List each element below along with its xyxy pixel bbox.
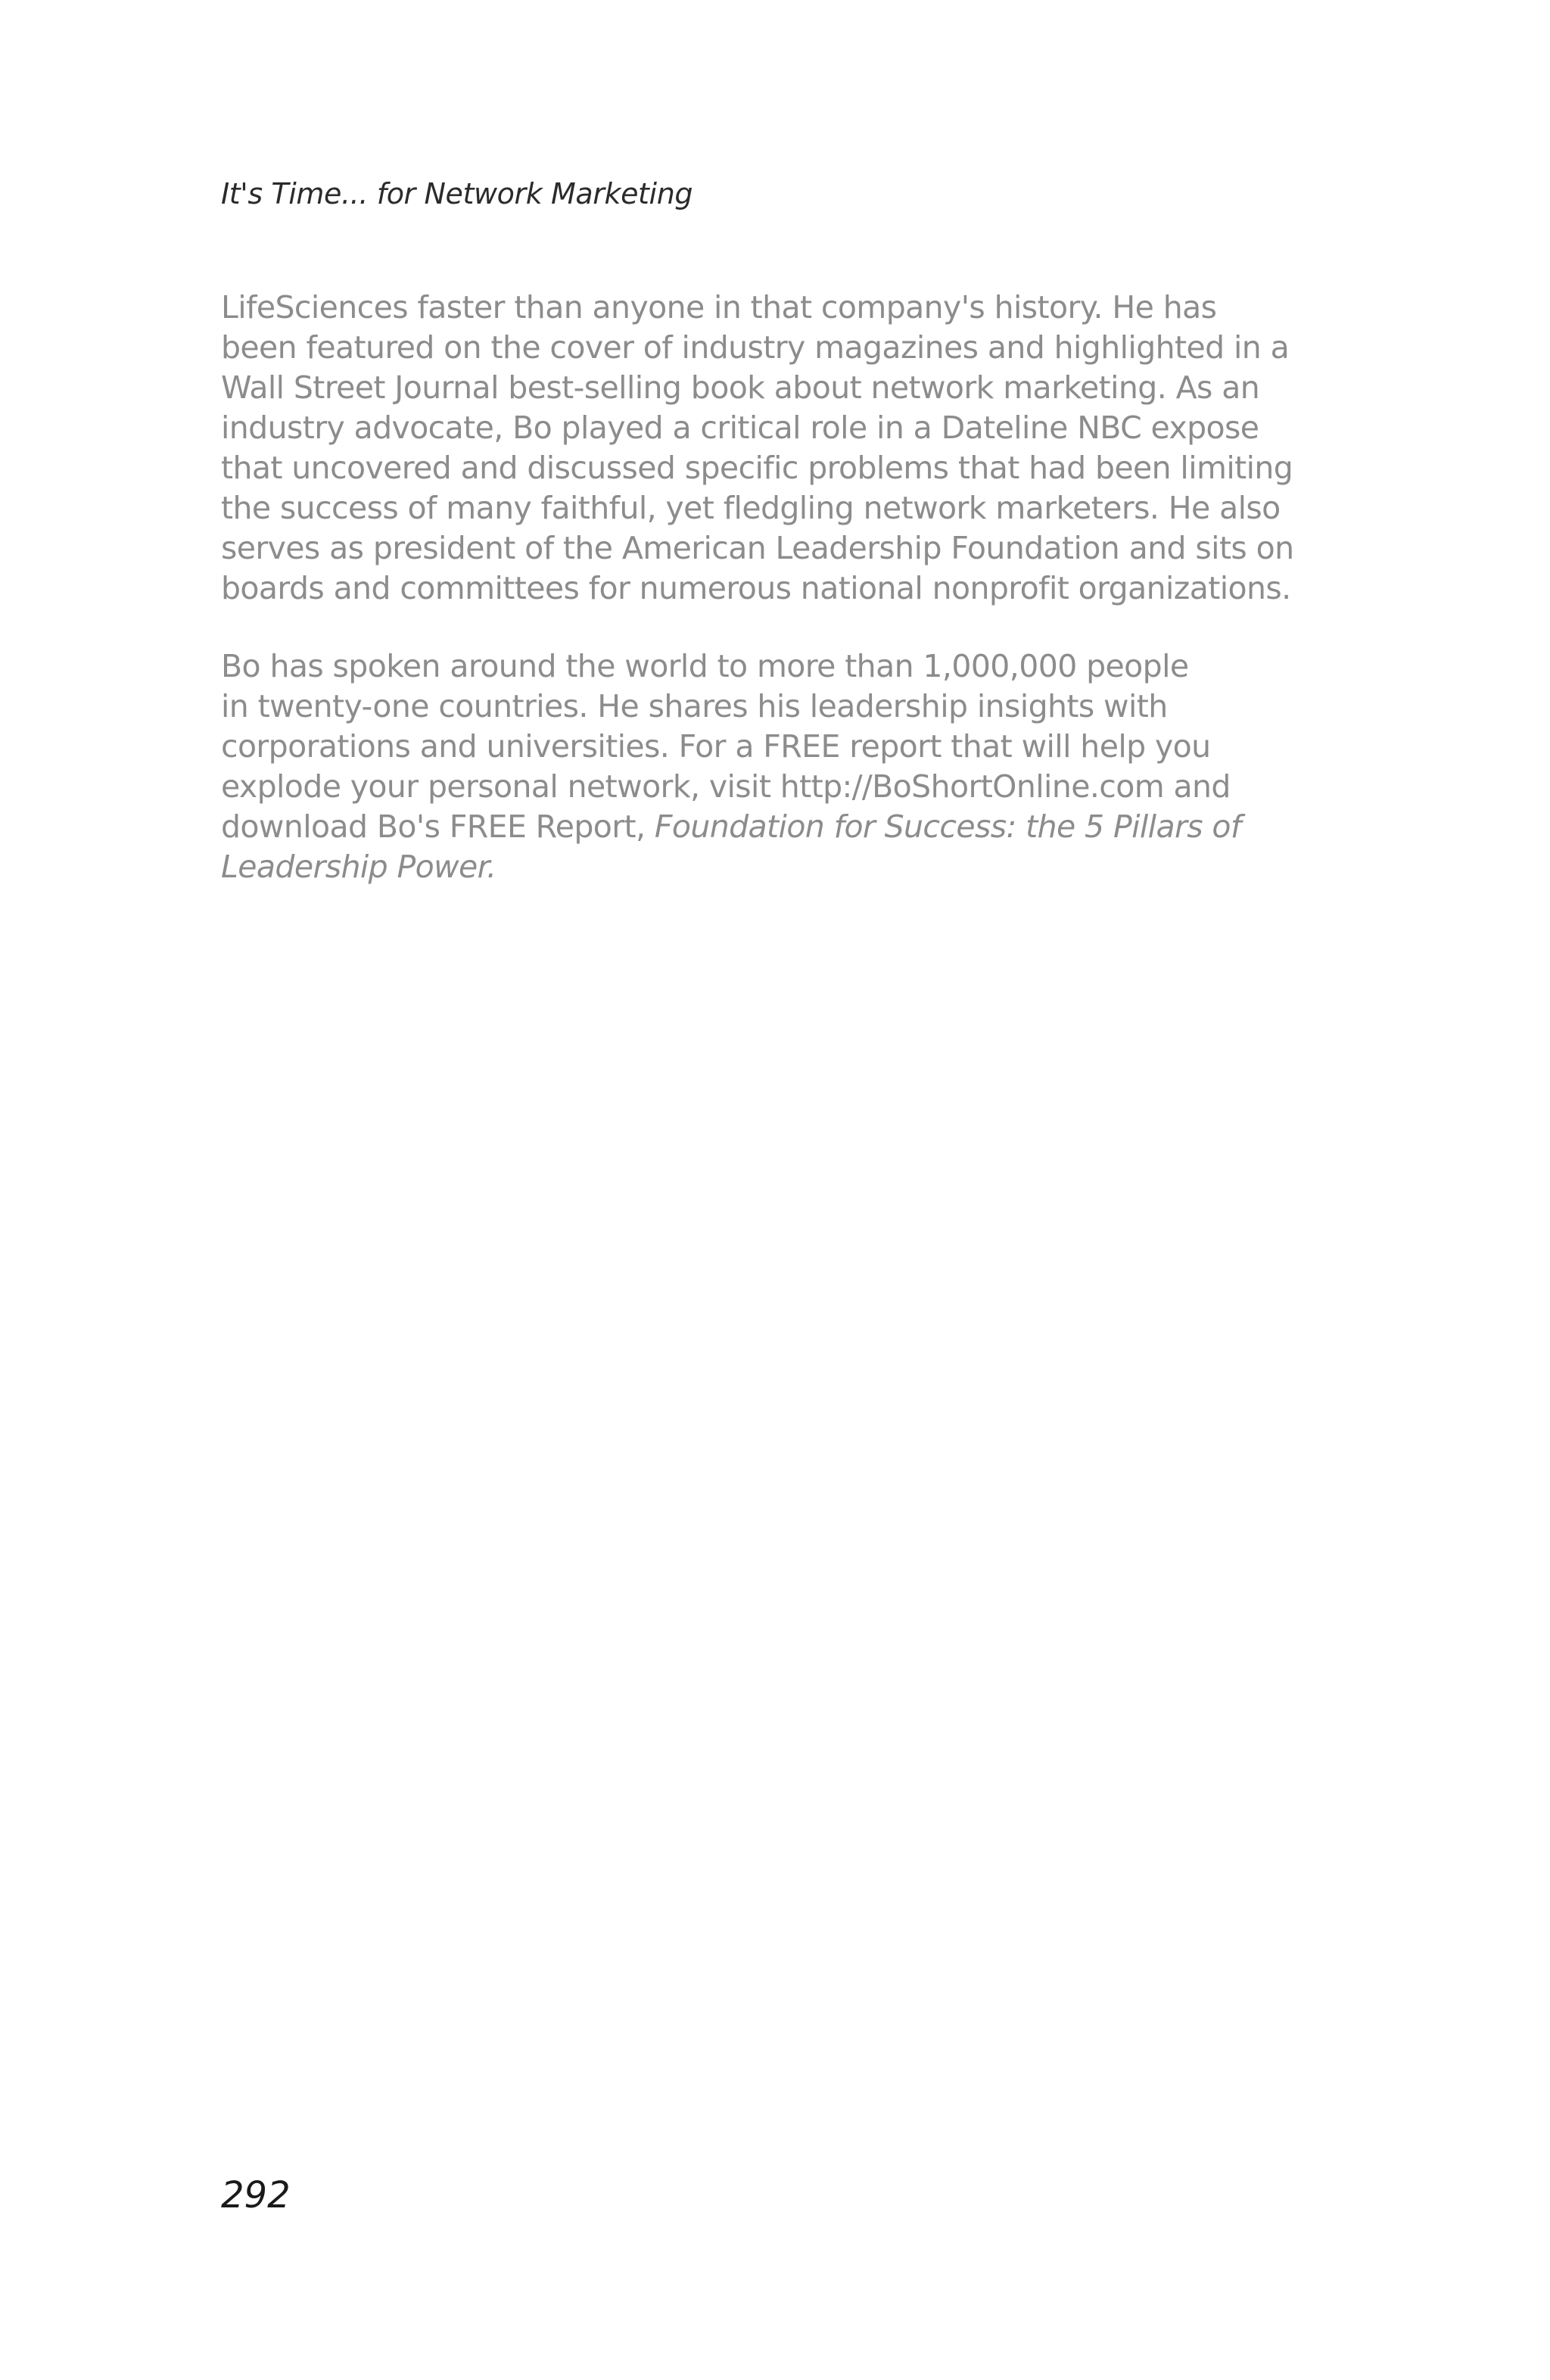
text-line: industry advocate, Bo played a critical role in a Dateline NBC expose: [221, 410, 1259, 446]
page-number: 292: [221, 2174, 291, 2216]
text-line: been featured on the cover of industry magazines and highlighted in a: [221, 329, 1290, 366]
text-line: that uncovered and discussed specific problems that had been limiting: [221, 450, 1293, 486]
paragraph-bio-2: [221, 646, 1341, 887]
text-line: Bo has spoken around the world to more than 1,000,000 people: [221, 648, 1189, 684]
text-line: boards and committees for numerous national nonprofit organizations.: [221, 570, 1291, 606]
text-line-prefix: download Bo's FREE Report,: [221, 808, 655, 845]
report-title-part1: Foundation for Success: the 5 Pillars of: [654, 808, 1241, 845]
text-line: the success of many faithful, yet fledgling network marketers. He also: [221, 490, 1281, 526]
text-line: corporations and universities. For a FREE report that will help you: [221, 728, 1211, 765]
text-line: Wall Street Journal best-selling book about network marketing. As an: [221, 369, 1260, 406]
text-line: in twenty-one countries. He shares his leadership insights with: [221, 688, 1168, 724]
running-head: It's Time... for Network Marketing: [221, 177, 693, 210]
text-line: serves as president of the American Leadership Foundation and sits on: [221, 530, 1294, 566]
report-title-part2: Leadership Power.: [221, 849, 496, 885]
paragraph-bio-1: [221, 288, 1341, 609]
text-line: LifeSciences faster than anyone in that company's history. He has: [221, 289, 1217, 326]
text-line: [221, 807, 1341, 847]
text-line: explode your personal network, visit http://BoShortOnline.com and: [221, 768, 1231, 805]
